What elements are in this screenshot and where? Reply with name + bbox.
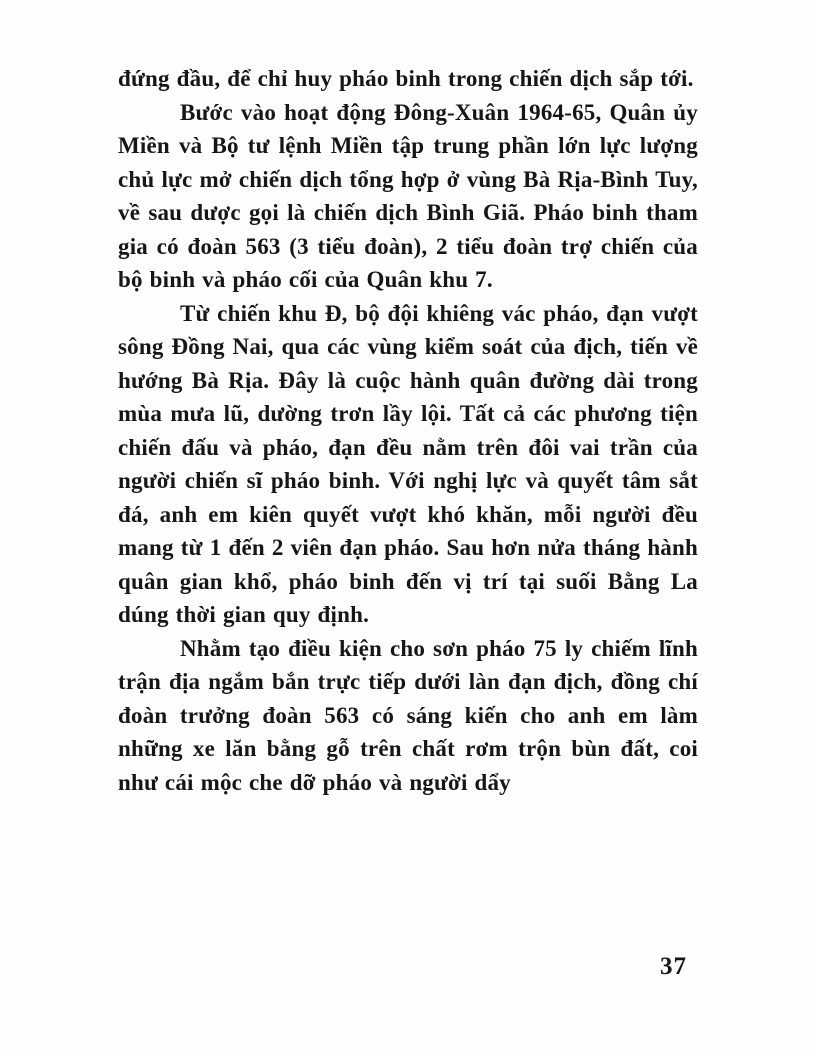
paragraph: Bước vào hoạt động Đông-Xuân 1964-65, Quân ủy Miền và Bộ tư lệnh Miền tập trung phần lớn lực lượng chủ lực mở chiến dịch tổng hợp ở vùng Bà Rịa-Bình Tuy, về sau dược gọi là chiến dịch Bình Giã. Pháo binh tham gia có đoàn 563 (3 tiểu đoàn), 2 tiểu đoàn trợ chiến của bộ binh và pháo cối của Quân khu 7. — [118, 99, 698, 292]
paragraph-continuation: đứng đầu, để chỉ huy pháo binh trong chiến dịch sắp tới. — [118, 66, 694, 91]
page-text-block — [118, 62, 698, 799]
paragraph: Nhằm tạo điều kiện cho sơn pháo 75 ly chiếm lĩnh trận địa ngắm bắn trực tiếp dưới làn đạn địch, đồng chí đoàn trưởng đoàn 563 có sáng kiến cho anh em làm những xe lăn bằng gỗ trên chất rơm trộn bùn đất, coi như cái mộc che dỡ pháo và người dẩy — [118, 635, 698, 795]
paragraph: Từ chiến khu Đ, bộ đội khiêng vác pháo, đạn vượt sông Đồng Nai, qua các vùng kiểm soát của địch, tiến về hướng Bà Rịa. Đây là cuộc hành quân đường dài trong mùa mưa lũ, dường trơn lầy lội. Tất cả các phương tiện chiến đấu và pháo, đạn đều nằm trên đôi vai trần của người chiến sĩ pháo binh. Với nghị lực và quyết tâm sắt đá, anh em kiên quyết vượt khó khăn, mỗi người đều mang từ 1 đến 2 viên đạn pháo. Sau hơn nửa tháng hành quân gian khổ, pháo binh đến vị trí tại suối Bằng La dúng thời gian quy định. — [118, 300, 698, 627]
page-number: 37 — [660, 953, 687, 980]
